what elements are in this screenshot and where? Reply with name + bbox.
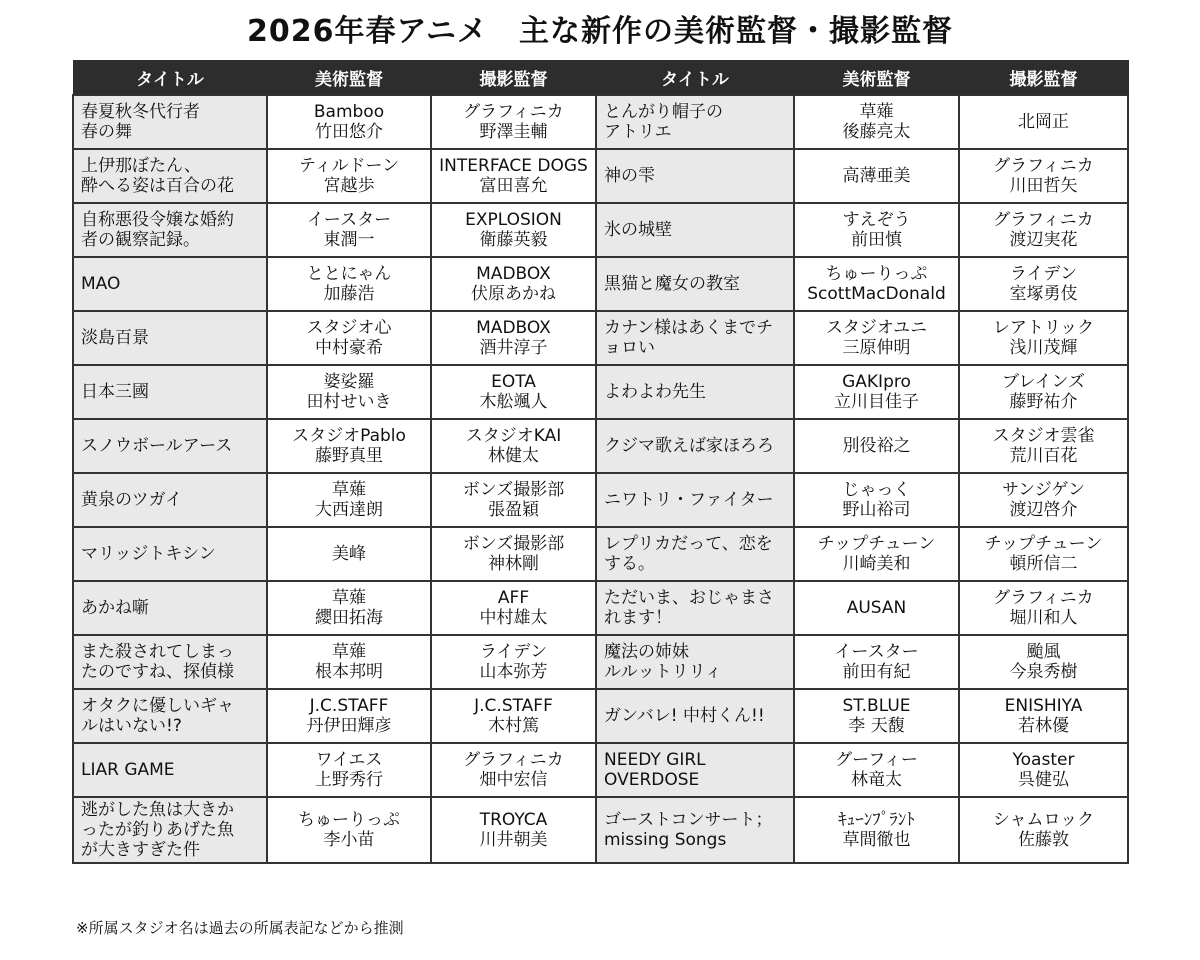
cell-art-left: [267, 743, 431, 797]
table-row: [73, 473, 1128, 527]
header-photo-left: 撮影監督: [431, 61, 596, 96]
table-row: [73, 419, 1128, 473]
cell-line: 堀川和人: [1009, 608, 1078, 628]
cell-line: 後藤亮太: [842, 122, 911, 142]
cell-photo-right: [959, 743, 1128, 797]
cell-line: 神林剛: [488, 554, 539, 574]
cell-title-right: [596, 203, 794, 257]
cell-line: 三原伸明: [842, 338, 911, 358]
header-art-right: 美術監督: [794, 61, 959, 96]
cell-line: EOTA: [491, 372, 536, 392]
cell-art-right: [794, 473, 959, 527]
cell-art-right: [794, 257, 959, 311]
cell-title-right: [596, 95, 794, 149]
cell-photo-left: [431, 473, 596, 527]
cell-title-left: [73, 311, 267, 365]
cell-line: 渡辺実花: [1009, 230, 1078, 250]
cell-line: あかね噺: [81, 598, 149, 618]
cell-line: 今泉秀樹: [1009, 662, 1078, 682]
cell-line: 野澤圭輔: [479, 122, 548, 142]
page-title: 2026年春アニメ 主な新作の美術監督・撮影監督: [247, 14, 953, 49]
cell-line: 張盈穎: [488, 500, 539, 520]
cell-photo-right: [959, 365, 1128, 419]
cell-art-left: [267, 203, 431, 257]
cell-line: カナン様はあくまでチ: [604, 318, 774, 338]
cell-line: 渡辺啓介: [1009, 500, 1078, 520]
cell-photo-left: [431, 365, 596, 419]
table-row: [73, 635, 1128, 689]
cell-title-left: [73, 365, 267, 419]
cell-art-left: [267, 635, 431, 689]
header-row: [73, 61, 1128, 96]
cell-title-right: [596, 689, 794, 743]
cell-line: する。: [604, 554, 655, 574]
cell-line: 酒井淳子: [479, 338, 548, 358]
cell-line: れます！: [604, 608, 672, 628]
cell-line: 春の舞: [81, 122, 132, 142]
cell-line: イースター: [306, 210, 392, 230]
cell-line: 纓田拓海: [315, 608, 383, 628]
cell-line: J.C.STAFF: [474, 696, 553, 716]
cell-line: たのですね、探偵様: [81, 662, 234, 682]
cell-line: 東潤一: [323, 230, 375, 250]
cell-title-left: [73, 635, 267, 689]
cell-title-right: [596, 581, 794, 635]
cell-line: 荒川百花: [1009, 446, 1078, 466]
header-title-right: タイトル: [596, 61, 794, 96]
cell-art-right: [794, 419, 959, 473]
cell-line: OVERDOSE: [604, 770, 700, 790]
cell-line: 山本弥芳: [479, 662, 548, 682]
cell-art-left: [267, 527, 431, 581]
cell-photo-right: [959, 689, 1128, 743]
cell-art-left: [267, 311, 431, 365]
cell-line: 野山裕司: [842, 500, 911, 520]
cell-line: とんがり帽子の: [604, 102, 723, 122]
cell-line: 川田哲矢: [1009, 176, 1078, 196]
cell-photo-left: [431, 743, 596, 797]
cell-art-left: [267, 95, 431, 149]
cell-art-right: [794, 203, 959, 257]
header-photo-right: 撮影監督: [959, 61, 1128, 96]
cell-title-left: [73, 149, 267, 203]
cell-line: ボンズ撮影部: [462, 480, 565, 500]
table-row: [73, 797, 1128, 863]
cell-art-right: [794, 689, 959, 743]
cell-line: 伏原あかね: [471, 284, 556, 304]
cell-line: 大西達朗: [315, 500, 383, 520]
cell-line: 林竜太: [851, 770, 902, 790]
cell-line: グーフィー: [835, 750, 918, 770]
cell-line: 前田慎: [851, 230, 902, 250]
table-row: [73, 149, 1128, 203]
cell-line: GAKIpro: [842, 372, 911, 392]
cell-title-right: [596, 365, 794, 419]
cell-line: Yoaster: [1012, 750, 1075, 770]
footnote: ※所属スタジオ名は過去の所属表記などから推測: [76, 919, 404, 937]
cell-line: 婆娑羅: [323, 372, 375, 392]
cell-line: スタジオ雲雀: [992, 426, 1095, 446]
cell-line: LIAR GAME: [81, 760, 175, 780]
cell-line: 佐藤敦: [1018, 830, 1069, 850]
cell-line: チップチューン: [817, 534, 936, 554]
cell-line: 根本邦明: [315, 662, 383, 682]
cell-line: 富田喜允: [479, 176, 548, 196]
cell-photo-right: [959, 149, 1128, 203]
cell-art-left: [267, 581, 431, 635]
cell-line: ST.BLUE: [842, 696, 911, 716]
cell-line: 自称悪役令嬢な婚約: [81, 210, 234, 230]
cell-photo-left: [431, 95, 596, 149]
cell-art-right: [794, 527, 959, 581]
staff-table: [72, 60, 1129, 864]
cell-title-right: [596, 311, 794, 365]
cell-photo-left: [431, 527, 596, 581]
cell-line: スノウボールアース: [81, 436, 233, 456]
cell-art-right: [794, 365, 959, 419]
cell-line: 逃がした魚は大きか: [81, 800, 234, 820]
cell-line: 魔法の姉妹: [604, 642, 689, 662]
cell-line: 若林優: [1018, 716, 1069, 736]
table-row: [73, 527, 1128, 581]
cell-line: 李 天馥: [848, 716, 905, 736]
cell-title-left: [73, 527, 267, 581]
cell-line: 川崎美和: [842, 554, 911, 574]
cell-line: スタジオKAI: [465, 426, 562, 446]
table-row: [73, 95, 1128, 149]
cell-line: MADBOX: [476, 264, 551, 284]
cell-line: ちゅーりっぷ: [298, 810, 400, 830]
cell-line: 颱風: [1026, 642, 1061, 662]
cell-line: グラフィニカ: [463, 750, 564, 770]
cell-title-left: [73, 743, 267, 797]
cell-line: 藤野真里: [315, 446, 383, 466]
cell-line: ティルドーン: [298, 156, 400, 176]
cell-title-right: [596, 527, 794, 581]
cell-line: AUSAN: [846, 598, 907, 618]
cell-line: ブレインズ: [1002, 372, 1085, 392]
cell-line: missing Songs: [604, 830, 727, 850]
table-row: [73, 581, 1128, 635]
cell-photo-left: [431, 419, 596, 473]
cell-photo-right: [959, 95, 1128, 149]
cell-line: 中村豪希: [315, 338, 383, 358]
cell-art-left: [267, 257, 431, 311]
cell-art-right: [794, 149, 959, 203]
cell-line: 木舩颯人: [479, 392, 548, 412]
cell-line: Bamboo: [313, 102, 385, 122]
table-row: [73, 257, 1128, 311]
cell-line: クジマ歌えば家ほろろ: [604, 436, 774, 456]
cell-line: じゃっく: [842, 480, 911, 500]
cell-line: ルはいない!?: [81, 716, 182, 736]
cell-line: 川井朝美: [479, 830, 548, 850]
cell-photo-left: [431, 257, 596, 311]
cell-title-left: [73, 689, 267, 743]
cell-title-left: [73, 203, 267, 257]
cell-line: 畑中宏信: [479, 770, 548, 790]
cell-photo-right: [959, 203, 1128, 257]
cell-line: 草薙: [332, 480, 366, 500]
cell-line: また殺されてしまっ: [81, 642, 234, 662]
cell-line: TROYCA: [479, 810, 548, 830]
cell-line: 黄泉のツガイ: [81, 490, 183, 510]
cell-art-left: [267, 689, 431, 743]
cell-title-left: [73, 419, 267, 473]
cell-line: ととにゃん: [306, 264, 392, 284]
cell-line: 酔へる姿は百合の花: [81, 176, 234, 196]
cell-line: 氷の城壁: [604, 220, 672, 240]
cell-photo-right: [959, 473, 1128, 527]
cell-line: スタジオユニ: [825, 318, 928, 338]
cell-line: アトリエ: [604, 122, 672, 142]
cell-title-right: [596, 149, 794, 203]
cell-line: ゴーストコンサート；: [604, 810, 773, 830]
cell-title-left: [73, 257, 267, 311]
cell-photo-left: [431, 797, 596, 863]
cell-line: 美峰: [332, 544, 366, 564]
cell-photo-left: [431, 203, 596, 257]
cell-photo-right: [959, 527, 1128, 581]
cell-line: AFF: [497, 588, 530, 608]
cell-line: INTERFACE DOGS: [439, 156, 588, 176]
cell-title-right: [596, 797, 794, 863]
cell-title-left: [73, 581, 267, 635]
cell-line: 高薄亜美: [842, 166, 911, 186]
cell-line: 草間徹也: [842, 830, 911, 850]
cell-line: ガンバレ! 中村くん!!: [604, 706, 765, 726]
cell-title-left: [73, 95, 267, 149]
cell-title-right: [596, 743, 794, 797]
cell-line: 前田有紀: [842, 662, 911, 682]
cell-line: シャムロック: [992, 810, 1095, 830]
cell-photo-right: [959, 581, 1128, 635]
cell-line: ライデン: [1009, 264, 1078, 284]
cell-photo-left: [431, 635, 596, 689]
cell-art-right: [794, 581, 959, 635]
table-row: [73, 311, 1128, 365]
cell-photo-left: [431, 149, 596, 203]
cell-line: グラフィニカ: [993, 588, 1094, 608]
cell-line: 春夏秋冬代行者: [81, 102, 200, 122]
cell-photo-right: [959, 311, 1128, 365]
cell-line: レアトリック: [992, 318, 1095, 338]
cell-line: 加藤浩: [323, 284, 375, 304]
cell-line: ったが釣りあげた魚: [81, 820, 234, 840]
header-title-left: タイトル: [73, 61, 267, 96]
cell-line: 立川目佳子: [834, 392, 919, 412]
cell-line: 竹田悠介: [315, 122, 383, 142]
cell-art-left: [267, 149, 431, 203]
cell-line: ボンズ撮影部: [462, 534, 565, 554]
cell-line: 別役裕之: [842, 436, 911, 456]
cell-line: 上伊那ぼたん、: [81, 156, 202, 176]
cell-line: ENISHIYA: [1004, 696, 1083, 716]
cell-photo-right: [959, 635, 1128, 689]
cell-line: MADBOX: [476, 318, 551, 338]
cell-line: 中村雄太: [479, 608, 548, 628]
cell-line: オタクに優しいギャ: [81, 696, 234, 716]
cell-line: よわよわ先生: [604, 382, 706, 402]
cell-line: 藤野祐介: [1009, 392, 1078, 412]
cell-photo-left: [431, 689, 596, 743]
cell-line: ちゅーりっぷ: [825, 264, 928, 284]
cell-line: 衛藤英毅: [479, 230, 548, 250]
cell-art-left: [267, 473, 431, 527]
cell-line: 上野秀行: [315, 770, 383, 790]
cell-line: スタジオ心: [306, 318, 392, 338]
cell-line: ルルットリリィ: [604, 662, 722, 682]
cell-line: 者の観察記録。: [81, 230, 200, 250]
cell-line: グラフィニカ: [993, 156, 1094, 176]
cell-line: ョロい: [604, 338, 655, 358]
cell-art-right: [794, 311, 959, 365]
cell-title-left: [73, 797, 267, 863]
cell-line: グラフィニカ: [463, 102, 564, 122]
cell-line: MAO: [81, 274, 121, 294]
cell-line: 草薙: [332, 642, 366, 662]
cell-art-right: [794, 95, 959, 149]
cell-line: ワイエス: [315, 750, 383, 770]
cell-line: 北岡正: [1018, 112, 1069, 132]
cell-line: ニワトリ・ファイター: [604, 490, 774, 510]
cell-art-right: [794, 635, 959, 689]
cell-line: 浅川茂輝: [1009, 338, 1078, 358]
cell-line: ライデン: [479, 642, 548, 662]
table-row: [73, 743, 1128, 797]
cell-photo-right: [959, 797, 1128, 863]
cell-art-left: [267, 419, 431, 473]
cell-line: 黒猫と魔女の教室: [604, 274, 740, 294]
cell-line: NEEDY GIRL: [604, 750, 706, 770]
cell-line: 林健太: [488, 446, 539, 466]
cell-line: ScottMacDonald: [807, 284, 946, 304]
cell-line: イースター: [834, 642, 919, 662]
cell-line: 木村篤: [488, 716, 539, 736]
cell-line: ただいま、おじゃまさ: [604, 588, 774, 608]
cell-art-left: [267, 365, 431, 419]
cell-line: 頓所信二: [1009, 554, 1078, 574]
cell-line: すえぞう: [842, 210, 911, 230]
cell-photo-right: [959, 257, 1128, 311]
cell-art-right: [794, 743, 959, 797]
cell-line: 淡島百景: [81, 328, 149, 348]
cell-line: スタジオPablo: [292, 426, 406, 446]
table-row: [73, 203, 1128, 257]
cell-title-left: [73, 473, 267, 527]
cell-art-left: [267, 797, 431, 863]
cell-line: 室塚勇伎: [1009, 284, 1078, 304]
cell-line: チップチューン: [984, 534, 1103, 554]
cell-title-right: [596, 635, 794, 689]
cell-line: が大きすぎた件: [81, 840, 200, 860]
cell-line: 草薙: [859, 102, 894, 122]
cell-photo-left: [431, 311, 596, 365]
cell-title-right: [596, 419, 794, 473]
cell-line: EXPLOSION: [465, 210, 562, 230]
cell-line: 宮越歩: [323, 176, 375, 196]
cell-line: 日本三國: [81, 382, 149, 402]
cell-line: J.C.STAFF: [309, 696, 389, 716]
table-row: [73, 365, 1128, 419]
header-art-left: 美術監督: [267, 61, 431, 96]
cell-line: 田村せいき: [306, 392, 392, 412]
cell-art-right: [794, 797, 959, 863]
cell-line: サンジゲン: [1001, 480, 1086, 500]
cell-photo-right: [959, 419, 1128, 473]
cell-line: 草薙: [332, 588, 366, 608]
cell-line: 李小苗: [323, 830, 375, 850]
cell-line: 神の雫: [604, 166, 655, 186]
cell-line: グラフィニカ: [993, 210, 1094, 230]
cell-title-right: [596, 473, 794, 527]
cell-title-right: [596, 257, 794, 311]
cell-line: マリッジトキシン: [81, 544, 216, 564]
cell-line: 丹伊田輝彦: [306, 716, 392, 736]
cell-line: ｷｭｰﾝﾌﾟﾗﾝﾄ: [838, 810, 915, 830]
table-row: [73, 689, 1128, 743]
cell-line: レプリカだって、恋を: [604, 534, 773, 554]
cell-line: 呉健弘: [1018, 770, 1069, 790]
cell-photo-left: [431, 581, 596, 635]
